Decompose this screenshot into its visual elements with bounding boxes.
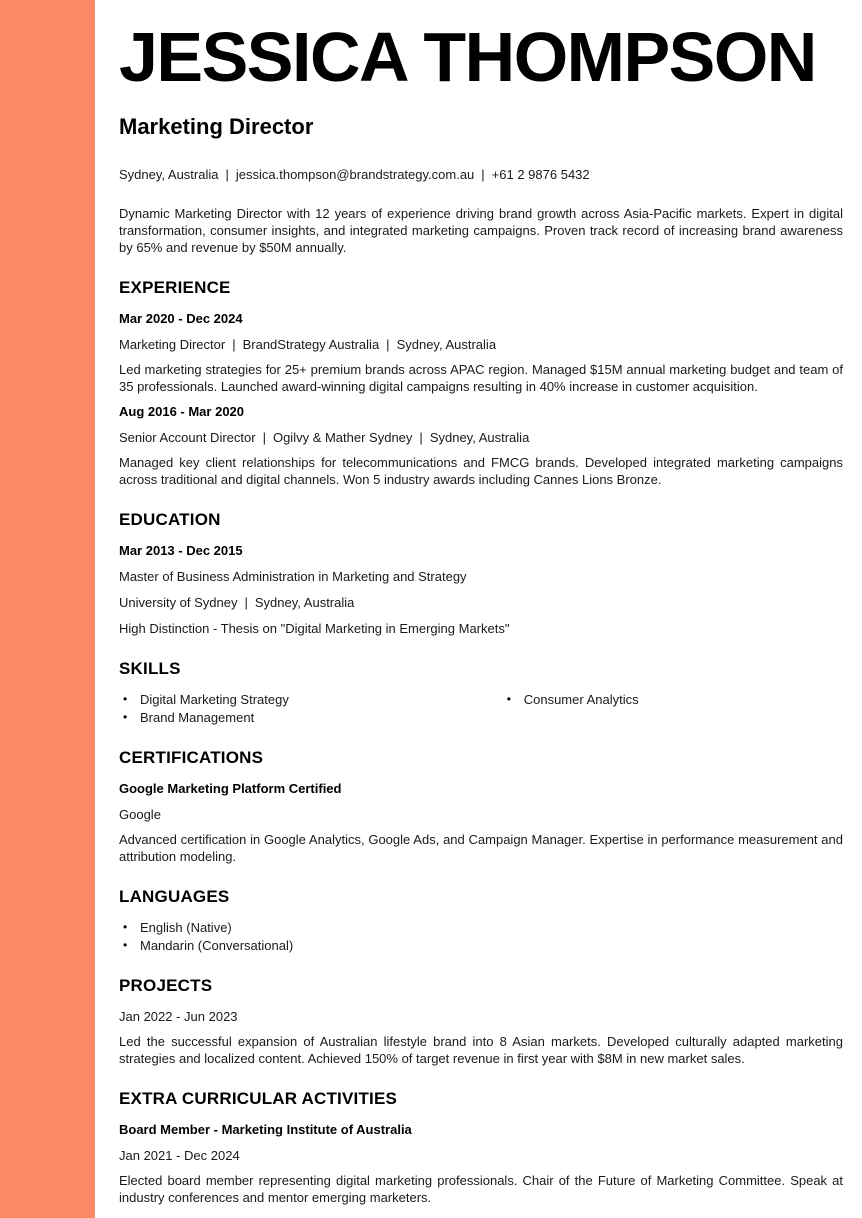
languages-heading: LANGUAGES bbox=[119, 887, 230, 906]
extra-curricular-heading: EXTRA CURRICULAR ACTIVITIES bbox=[119, 1089, 398, 1108]
languages-list bbox=[119, 919, 843, 954]
contact-phone: +61 2 9876 5432 bbox=[491, 167, 590, 182]
education-location: Sydney, Australia bbox=[254, 595, 355, 610]
experience-heading: EXPERIENCE bbox=[119, 278, 231, 297]
separator: | bbox=[386, 337, 390, 352]
bullet-icon: • bbox=[123, 692, 128, 706]
skill-label: Brand Management bbox=[140, 710, 255, 725]
contact-line bbox=[119, 166, 843, 183]
contact-email: jessica.thompson@brandstrategy.com.au bbox=[235, 167, 475, 182]
entry-role-line bbox=[119, 429, 843, 446]
project-dates: Jan 2022 - Jun 2023 bbox=[119, 1009, 238, 1024]
section-languages bbox=[119, 887, 843, 954]
language-label: Mandarin (Conversational) bbox=[140, 938, 294, 953]
entry-role-line bbox=[119, 336, 843, 353]
section-projects bbox=[119, 976, 843, 1067]
bullet-icon: • bbox=[506, 692, 511, 706]
education-school-line bbox=[119, 594, 843, 611]
separator: | bbox=[244, 595, 248, 610]
list-item bbox=[119, 937, 843, 954]
bullet-icon: • bbox=[123, 920, 128, 934]
skill-label: Consumer Analytics bbox=[523, 692, 639, 707]
section-experience bbox=[119, 278, 843, 488]
candidate-name: JESSICA THOMPSON bbox=[119, 18, 816, 96]
education-degree: Master of Business Administration in Marketing and Strategy bbox=[119, 569, 467, 584]
contact-location: Sydney, Australia bbox=[119, 167, 219, 182]
list-item bbox=[119, 691, 503, 708]
extra-curricular-description: Elected board member representing digital marketing professionals. Chair of the Future of Marketing Committee. Speak at industry conferences and mentor emerging marketers. bbox=[119, 1173, 843, 1205]
projects-heading: PROJECTS bbox=[119, 976, 213, 995]
skills-heading: SKILLS bbox=[119, 659, 181, 678]
entry-dates: Aug 2016 - Mar 2020 bbox=[119, 404, 245, 419]
skills-column-left bbox=[119, 691, 503, 726]
skills-column-right bbox=[503, 691, 843, 726]
separator: | bbox=[225, 167, 229, 182]
list-item bbox=[503, 691, 843, 708]
education-dates: Mar 2013 - Dec 2015 bbox=[119, 543, 243, 558]
entry-company: Ogilvy & Mather Sydney bbox=[272, 430, 413, 445]
section-education bbox=[119, 510, 843, 637]
certification-issuer: Google bbox=[119, 807, 161, 822]
experience-entry bbox=[119, 310, 843, 395]
certifications-heading: CERTIFICATIONS bbox=[119, 748, 264, 767]
education-school: University of Sydney bbox=[119, 595, 238, 610]
extra-curricular-dates: Jan 2021 - Dec 2024 bbox=[119, 1148, 240, 1163]
list-item bbox=[119, 709, 503, 726]
separator: | bbox=[419, 430, 423, 445]
entry-description: Led marketing strategies for 25+ premium brands across APAC region. Managed $15M annual marketing budget and team of 35 professionals. Launched award-winning digital campaigns resulting in 40% increase in customer acquisition. bbox=[119, 362, 843, 394]
section-skills bbox=[119, 659, 843, 726]
section-certifications bbox=[119, 748, 843, 865]
entry-company: BrandStrategy Australia bbox=[242, 337, 380, 352]
entry-location: Sydney, Australia bbox=[396, 337, 497, 352]
language-label: English (Native) bbox=[140, 920, 232, 935]
project-description: Led the successful expansion of Australian lifestyle brand into 8 Asian markets. Developed culturally adapted marketing strategies and localized content. Achieved 150% of target revenue in first year with $8M in new market sales. bbox=[119, 1034, 843, 1066]
job-title: Marketing Director bbox=[119, 114, 314, 139]
education-note: High Distinction - Thesis on "Digital Marketing in Emerging Markets" bbox=[119, 621, 510, 636]
bullet-icon: • bbox=[123, 710, 128, 724]
sidebar-accent-bar bbox=[0, 0, 95, 1218]
entry-role: Senior Account Director bbox=[119, 430, 256, 445]
entry-location: Sydney, Australia bbox=[429, 430, 530, 445]
section-extra-curricular bbox=[119, 1089, 843, 1206]
separator: | bbox=[481, 167, 485, 182]
skill-label: Digital Marketing Strategy bbox=[140, 692, 289, 707]
skills-list bbox=[119, 691, 843, 726]
certification-name: Google Marketing Platform Certified bbox=[119, 781, 342, 796]
entry-description: Managed key client relationships for telecommunications and FMCG brands. Developed integrated marketing campaigns across traditional and digital channels. Won 5 industry awards including Cannes Lions Bronze. bbox=[119, 455, 843, 487]
list-item bbox=[119, 919, 843, 936]
entry-dates: Mar 2020 - Dec 2024 bbox=[119, 311, 243, 326]
certification-description: Advanced certification in Google Analytics, Google Ads, and Campaign Manager. Expertise in performance measurement and attribution modeling. bbox=[119, 832, 843, 864]
education-heading: EDUCATION bbox=[119, 510, 221, 529]
bullet-icon: • bbox=[123, 938, 128, 952]
experience-entry bbox=[119, 403, 843, 488]
summary-text: Dynamic Marketing Director with 12 years of experience driving brand growth across Asia-Pacific markets. Expert in digital transformation, consumer insights, and integrated marketing campaigns. Proven track record of increasing brand awareness by 65% and revenue by $50M annually. bbox=[119, 206, 843, 255]
separator: | bbox=[232, 337, 236, 352]
extra-curricular-title: Board Member - Marketing Institute of Australia bbox=[119, 1122, 412, 1137]
entry-role: Marketing Director bbox=[119, 337, 226, 352]
separator: | bbox=[262, 430, 266, 445]
